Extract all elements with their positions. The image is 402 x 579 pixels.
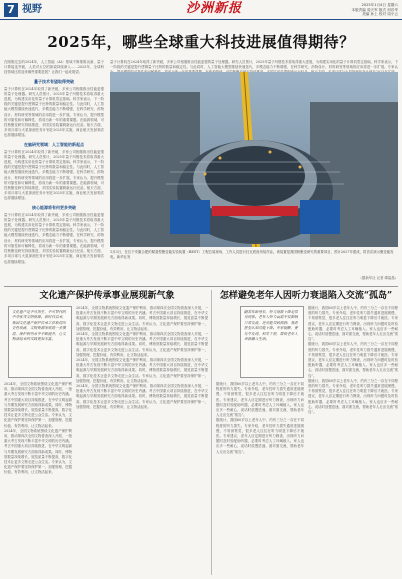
story-body: 量子计算机在2024年取得了新突破，多家公司相继推出性能更强的量子处理器。研究人员预计，2025年量子纠错技术将取得重大进展，为构建实用化的量子计算机奠定基础。科学家表示，下一阶段的关键是提升逻辑量子比特的数量和稳定性。与此同时，人工智能大模型继续快速迭代，多模态能力不断增强，在科学研究、药物设计、材料研发等领域的应用将进一步扩展。专家认 bbox=[110, 60, 398, 70]
story-column-left bbox=[4, 60, 104, 282]
story2-body-right: 2024年，全国文物系统围绕文化遗产保护利用，推动第四次全国文物普查深入开展，一批重大考古发现不断丰富中华文明的历史内涵。考古中国重大项目持续推进，在中华文明起源与早期发展研究方面取得新成果。同时，博物馆数量持续增长，展览质量不断提高，数字化技术让更多文物走进公众生活。专家认为，文化遗产保护要坚持保护第一，加强管理，挖掘价值，有效利用，让文物活起来。 2024年，全国文物系统围绕文化遗产保护利用，推动第四次全国文物普查深入开展，一批重大考古发现不断丰富中华文明的历史内涵。考古中国重大项目持续推进，在中华文明起源与早期发展研究方面取得新成果。同时，博物馆数量持续增长，展览质量不断提高，数字化技术让更多文物走进公众生活。专家认为，文化遗产保护要坚持保护第一，加强管理，挖掘价值，有效利用，让文物活起来。 2024年，全国文物系统围绕文化遗产保护利用，推动第四次全国文物普查深入开展，一批重大考古发现不断丰富中华文明的历史内涵。考古中国重大项目持续推进，在中华文明起源与早期发展研究方面取得新成果。同时，博物馆数量持续增长，展览质量不断提高，数字化技术让更多文物走进公众生活。专家认为，文化遗产保护要坚持保护第一，加强管理，挖掘价值，有效利用，让文物活起来。 2024年，全国文物系统围绕文化遗产保护利用，推动第四次全国文物普查深入开展，一批重大考古发现不断丰富中华文明的历史内涵。考古中国重大项目持续推进，在中华文明起源与早期发展研究方面取得新成果。同时，博物馆数量持续增长，展览质量不断提高，数字化技术让更多文物走进公众生活。专家认为，文化遗产保护要坚持保护第一，加强管理，挖掘价值，有效利用，让文物活起来。 bbox=[76, 306, 208, 409]
column-divider bbox=[211, 290, 212, 575]
story-lead: 在刚刚过去的2024年，人工智能（AI）领域不断推陈出新，量子计算接连突破，人类对太空的探索持续深入……2025年，全球科技领域还将迎来哪些重要进展？让我们一起来展望。 bbox=[4, 60, 104, 75]
story3-body-left: 据统计，我国60岁以上老年人中，约有三分之一存在不同程度的听力损失。专家介绍，老年性听力损失通常进展缓慢，不易被察觉，很多老人往往在听力明显下降后才就医。专家建议，老年人应定期进行听力筛查，出现听力问题时及时验配助听器，必要时考虑人工耳蜗植入。家人也应多一些耐心，说话时放慢语速、面对面交流，帮助老年人走出交流“孤岛”。 据统计，我国60岁以上老年人中，约有三分之一存在不同程度的听力损失。专家介绍，老年性听力损失通常进展缓慢，不易被察觉，很多老人往往在听力明显下降后才就医。专家建议，老年人应定期进行听力筛查，出现听力问题时及时验配助听器，必要时考虑人工耳蜗植入。家人也应多一些耐心，说话时放慢语速、面对面交流，帮助老年人走出交流“孤岛”。 bbox=[216, 382, 304, 454]
newspaper-logo: 沙洲新报 bbox=[186, 1, 243, 16]
story3-pullquote: 随着年龄增长，听力逐渐下降是常见现象。老年人听力衰退不仅影响日常交流，还可能导致孤独、焦虑甚至认知功能下降。专家提醒，要及早发现、科学干预，帮助老年人重新融入生活。 bbox=[240, 306, 304, 378]
page-number: 7 bbox=[4, 3, 18, 17]
section-title: 视野 bbox=[22, 4, 42, 15]
byline: （据新华社 记者 谭晶晶） bbox=[358, 276, 398, 280]
story2-headline: 文化遗产保护传承事业展现新气象 bbox=[39, 291, 175, 301]
main-headline: 2025年，哪些全球重大科技进展值得期待？ bbox=[47, 33, 355, 51]
story-body: 量子计算机在2024年取得了新突破，多家公司相继推出性能更强的量子处理器。研究人员预计，2025年量子纠错技术将取得重大进展，为构建实用化的量子计算机奠定基础。科学家表示，下一阶段的关键是提升逻辑量子比特的数量和稳定性。与此同时，人工智能大模型继续快速迭代，多模态能力不断增强，在科学研究、药物设计、材料研发等领域的应用将进一步扩展。专家认为，提升模型的可靠性和可解释性，将成为新一年的重要课题。在能源领域，可控核聚变研究持续推进，多国实验装置刷新运行纪录。航天方面，多项月球与火星探测任务计划在2025年实施，商业航天发射频次也将继续增加。 bbox=[4, 149, 104, 201]
news-photo bbox=[110, 72, 398, 247]
subhead: 量子技术有望取得突破 bbox=[34, 78, 74, 84]
story-body: 量子计算机在2024年取得了新突破，多家公司相继推出性能更强的量子处理器。研究人员预计，2025年量子纠错技术将取得重大进展，为构建实用化的量子计算机奠定基础。科学家表示，下一阶段的关键是提升逻辑量子比特的数量和稳定性。与此同时，人工智能大模型继续快速迭代，多模态能力不断增强，在科学研究、药物设计、材料研发等领域的应用将进一步扩展。专家认为，提升模型的可靠性和可解释性，将成为新一年的重要课题。在能源领域，可控核聚变研究持续推进，多国实验装置刷新运行纪录。航天方面，多项月球与火星探测任务计划在2025年实施，商业航天发射频次也将继续增加。 bbox=[4, 212, 104, 264]
story2-body-left: 2024年，全国文物系统围绕文化遗产保护利用，推动第四次全国文物普查深入开展，一批重大考古发现不断丰富中华文明的历史内涵。考古中国重大项目持续推进，在中华文明起源与早期发展研究方面取得新成果。同时，博物馆数量持续增长，展览质量不断提高，数字化技术让更多文物走进公众生活。专家认为，文化遗产保护要坚持保护第一，加强管理，挖掘价值，有效利用，让文物活起来。 2024年，全国文物系统围绕文化遗产保护利用，推动第四次全国文物普查深入开展，一批重大考古发现不断丰富中华文明的历史内涵。考古中国重大项目持续推进，在中华文明起源与早期发展研究方面取得新成果。同时，博物馆数量持续增长，展览质量不断提高，数字化技术让更多文物走进公众生活。专家认为，文化遗产保护要坚持保护第一，加强管理，挖掘价值，有效利用，让文物活起来。 bbox=[4, 382, 72, 475]
photo-caption: 1月3日，在位于安徽合肥的紧凑型聚变能实验装置（BEST）工程总装现场，工作人员进行杜瓦底座吊装作业。该装置是我国核聚变研究的重要项目，预计2027年建成，将首次演示聚变能发电。新华社发 bbox=[110, 250, 394, 259]
subhead: 核心能源将有何更多突破 bbox=[32, 204, 76, 210]
fusion-device-photo bbox=[110, 72, 398, 247]
section-divider bbox=[4, 286, 398, 287]
story-body: 量子计算机在2024年取得了新突破，多家公司相继推出性能更强的量子处理器。研究人员预计，2025年量子纠错技术将取得重大进展，为构建实用化的量子计算机奠定基础。科学家表示，下一阶段的关键是提升逻辑量子比特的数量和稳定性。与此同时，人工智能大模型继续快速迭代，多模态能力不断增强，在科学研究、药物设计、材料研发等领域的应用将进一步扩展。专家认为，提升模型的可靠性和可解释性，将成为新一年的重要课题。在能源领域，可控核聚变研究持续推进，多国实验装置刷新运行纪录。航天方面，多项月球与火星探测任务计划在2025年实施，商业航天发射频次也将继续增加。 bbox=[4, 86, 104, 138]
story3-headline: 怎样避免老年人因听力衰退陷入交流“孤岛” bbox=[219, 291, 393, 301]
subhead: 在脑研究领域：人工智能的新起点 bbox=[24, 141, 84, 147]
masthead bbox=[0, 0, 402, 20]
dateline: 2025年1月4日 星期六 本版责编 周天军 版式 何若华 美编 孙上 校对 周小云 bbox=[351, 3, 398, 17]
story2-pullquote: 文化遗产是不可再生、不可替代的中华优秀文明资源。新时代以来，我国文化遗产保护传承工作取得历史性成就，文物资源家底进一步摸清，保护利用水平不断提升，让文物活起来的实践更加丰富。 bbox=[8, 306, 72, 378]
story-column-top bbox=[110, 60, 398, 72]
story3-body-right: 据统计，我国60岁以上老年人中，约有三分之一存在不同程度的听力损失。专家介绍，老年性听力损失通常进展缓慢，不易被察觉，很多老人往往在听力明显下降后才就医。专家建议，老年人应定期进行听力筛查，出现听力问题时及时验配助听器，必要时考虑人工耳蜗植入。家人也应多一些耐心，说话时放慢语速、面对面交流，帮助老年人走出交流“孤岛”。 据统计，我国60岁以上老年人中，约有三分之一存在不同程度的听力损失。专家介绍，老年性听力损失通常进展缓慢，不易被察觉，很多老人往往在听力明显下降后才就医。专家建议，老年人应定期进行听力筛查，出现听力问题时及时验配助听器，必要时考虑人工耳蜗植入。家人也应多一些耐心，说话时放慢语速、面对面交流，帮助老年人走出交流“孤岛”。 据统计，我国60岁以上老年人中，约有三分之一存在不同程度的听力损失。专家介绍，老年性听力损失通常进展缓慢，不易被察觉，很多老人往往在听力明显下降后才就医。专家建议，老年人应定期进行听力筛查，出现听力问题时及时验配助听器，必要时考虑人工耳蜗植入。家人也应多一些耐心，说话时放慢语速、面对面交流，帮助老年人走出交流“孤岛”。 bbox=[308, 306, 398, 415]
